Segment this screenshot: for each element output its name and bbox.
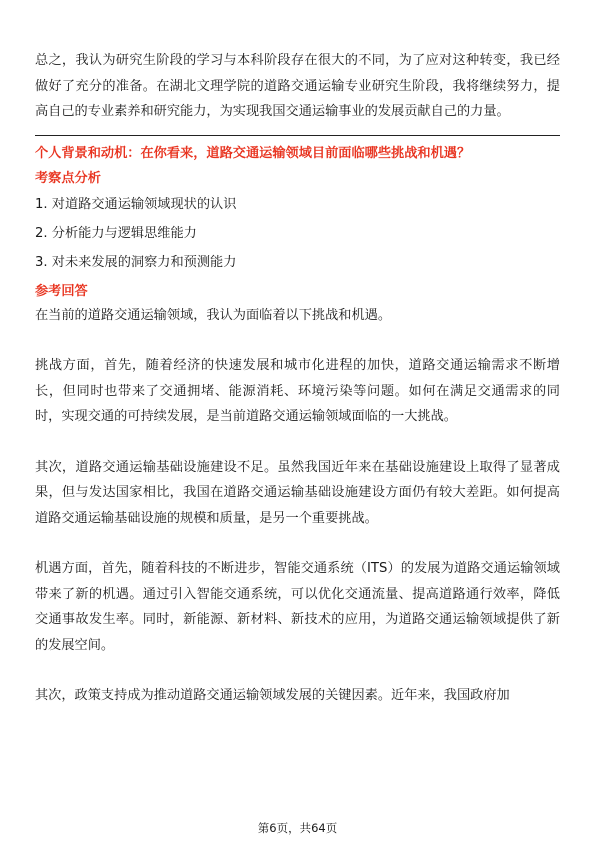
analysis-point: 1. 对道路交通运输领域现状的认识: [35, 196, 237, 212]
answer-paragraph: 机遇方面，首先，随着科技的不断进步，智能交通系统（ITS）的发展为道路交通运输领域带来了新的机遇。通过引入智能交通系统，可以优化交通流量、提高道路通行效率，降低交通事故发生率。同时，新能源、新材料、新技术的应用，为道路交通运输领域提供了新的发展空间。: [35, 561, 560, 653]
question-heading: 个人背景和动机：在你看来，道路交通运输领域目前面临哪些挑战和机遇？: [35, 145, 471, 161]
answer-paragraph: 挑战方面，首先，随着经济的快速发展和城市化进程的加快，道路交通运输需求不断增长，但同时也带来了交通拥堵、能源消耗、环境污染等问题。如何在满足交通需求的同时，实现交通的可持续发展，是当前道路交通运输领域面临的一大挑战。: [35, 358, 560, 424]
answer-paragraph: 其次，道路交通运输基础设施建设不足。虽然我国近年来在基础设施建设上取得了显著成果，但与发达国家相比，我国在道路交通运输基础设施建设方面仍有较大差距。如何提高道路交通运输基础设施的规模和质量，是另一个重要挑战。: [35, 459, 560, 526]
answer-paragraph: 在当前的道路交通运输领域，我认为面临着以下挑战和机遇。: [35, 307, 392, 323]
analysis-points: [35, 190, 560, 277]
answer-paragraph: 其次，政策支持成为推动道路交通运输领域发展的关键因素。近年来，我国政府加: [35, 688, 510, 703]
answer-title: 参考回答: [35, 283, 88, 299]
analysis-point: 3. 对未来发展的洞察力和预测能力: [35, 254, 237, 270]
page-footer: 第6页，共64页: [257, 821, 338, 835]
analysis-title: 考察点分析: [35, 170, 101, 186]
intro-paragraph: 总之，我认为研究生阶段的学习与本科阶段存在很大的不同，为了应对这种转变，我已经做好了充分的准备。在湖北文理学院的道路交通运输专业研究生阶段，我将继续努力，提高自己的专业素养和研究能力，为实现我国交通运输事业的发展贡献自己的力量。: [35, 53, 560, 119]
document-page: [35, 48, 560, 709]
section-divider: [35, 135, 560, 136]
analysis-point: 2. 分析能力与逻辑思维能力: [35, 225, 197, 241]
